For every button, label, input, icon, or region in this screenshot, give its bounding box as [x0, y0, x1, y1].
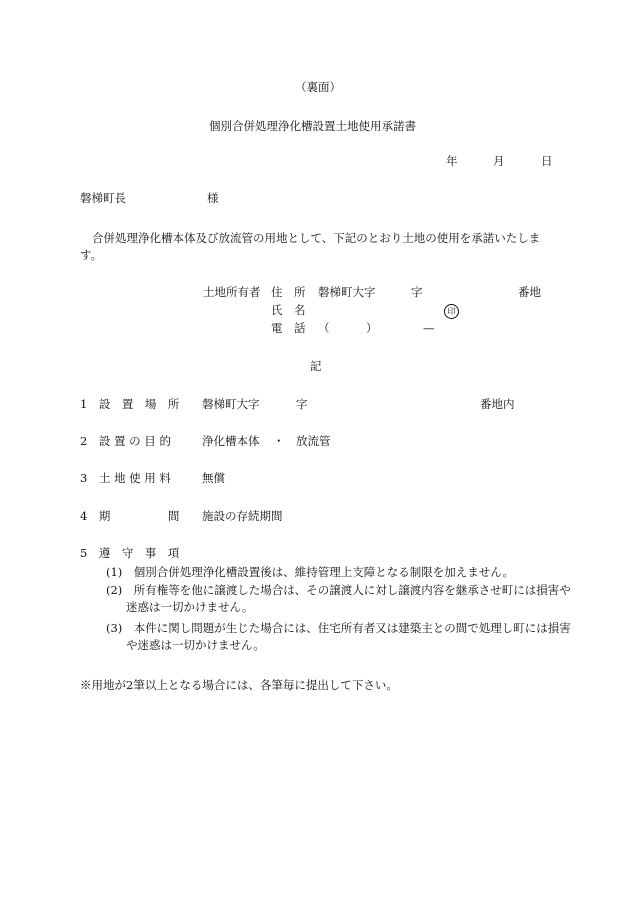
item-extra: 字 — [296, 397, 308, 411]
date-day: 日 — [541, 154, 553, 168]
rule-item: (2) 所有権等を他に譲渡した場合は、その譲渡人に対し譲渡内容を継承させ町には損害や迷惑は一切かけません。 — [106, 583, 571, 614]
body-paragraph: 合併処理浄化槽本体及び放流管の用地として、下記のとおり土地の使用を承諾いたします。 — [80, 231, 541, 262]
item-value: 浄化槽本体 — [202, 434, 260, 448]
item-extra: 放流管 — [296, 434, 331, 448]
item-label: 3 土 地 使 用 料 — [80, 471, 171, 485]
date-month: 月 — [493, 154, 505, 168]
phone-close-paren: ） — [366, 321, 378, 335]
phone-open-paren: （ — [318, 321, 330, 335]
owner-label: 土地所有者 — [203, 285, 261, 299]
side-label: （裏面） — [295, 80, 341, 94]
seal-icon: 印 — [444, 304, 459, 319]
phone-label: 電 話 — [271, 321, 306, 335]
date-year: 年 — [446, 154, 458, 168]
document-title: 個別合併処理浄化槽設置土地使用承諾書 — [209, 119, 416, 133]
item-extra: ・ — [273, 434, 285, 448]
address-label: 住 所 — [271, 285, 306, 299]
item-extra: 番地内 — [480, 397, 515, 411]
ki-heading: 記 — [310, 359, 322, 373]
recipient-honorific: 様 — [207, 191, 219, 205]
rule-item: (1) 個別合併処理浄化槽設置後は、維持管理上支障となる制限を加えません。 — [106, 565, 514, 579]
item-label: 4 期 間 — [80, 509, 180, 523]
item-value: 施設の存続期間 — [202, 509, 283, 523]
recipient-name: 磐梯町長 — [80, 191, 126, 205]
seal-mark — [444, 304, 459, 319]
item-label: 1 設 置 場 所 — [80, 397, 180, 411]
address-banchi: 番地 — [518, 285, 541, 299]
name-label: 氏 名 — [271, 303, 306, 317]
footnote: ※用地が2筆以上となる場合には、各筆毎に提出して下さい。 — [80, 678, 398, 692]
address-value: 磐梯町大字 — [318, 285, 376, 299]
address-aza: 字 — [411, 285, 423, 299]
item-value: 磐梯町大字 — [202, 397, 260, 411]
item-label: 2 設 置 の 目 的 — [80, 434, 171, 448]
rule-item: (3) 本件に関し問題が生じた場合には、住宅所有者又は建築主との間で処理し町には損害や迷惑は一切かけません。 — [106, 621, 571, 652]
item-value: 無償 — [202, 471, 225, 485]
item-label: 5 遵 守 事 項 — [80, 546, 180, 560]
phone-dash: — — [423, 321, 435, 335]
